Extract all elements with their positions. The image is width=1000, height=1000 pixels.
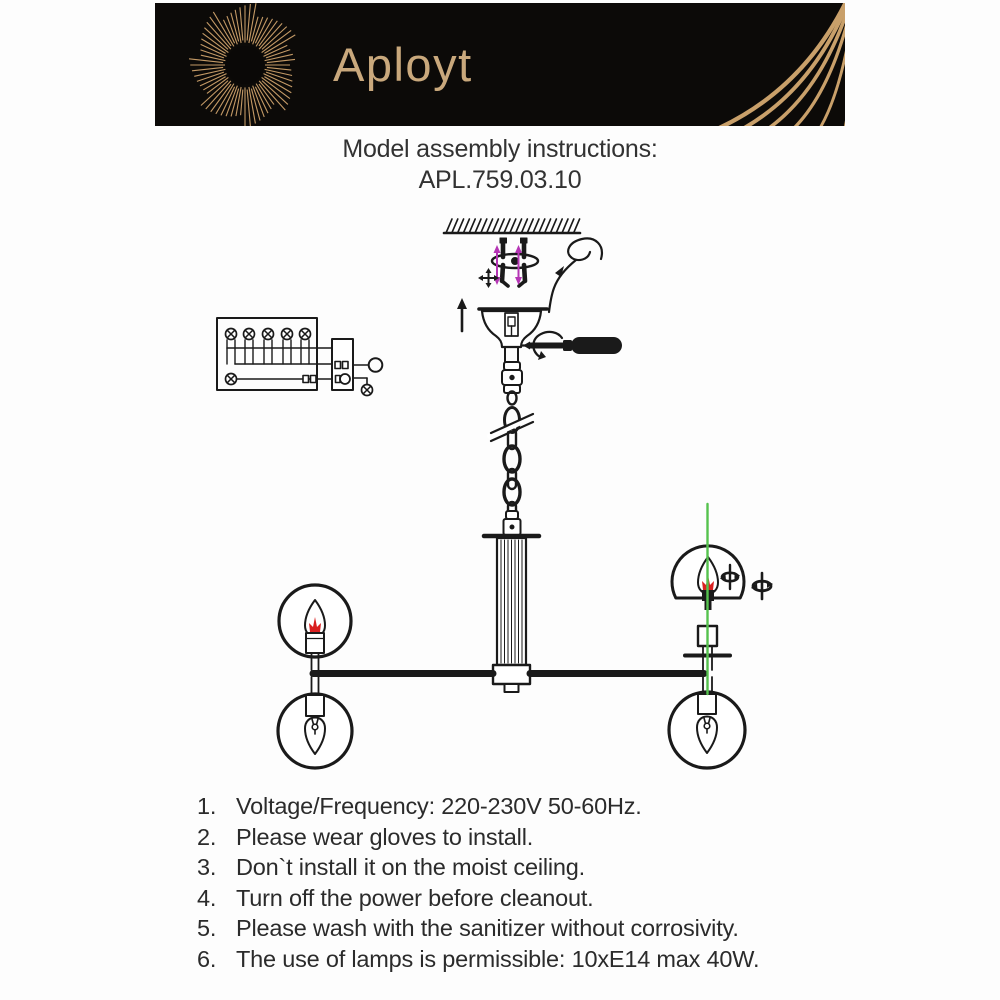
socket <box>306 695 324 716</box>
screwdriver-icon <box>522 332 622 360</box>
item-text: Please wear gloves to install. <box>236 823 534 850</box>
item-number: 3. <box>197 854 217 881</box>
item-text: Don`t install it on the moist ceiling. <box>236 854 585 881</box>
item-text: Turn off the power before cleanout. <box>236 884 594 911</box>
wiring-diagram <box>217 318 382 396</box>
adjust-cross-icon <box>478 268 499 288</box>
instruction-item <box>197 791 857 822</box>
item-number: 6. <box>197 945 217 972</box>
item-text: Please wash with the sanitizer without corrosivity. <box>236 915 739 942</box>
instruction-list <box>197 791 857 975</box>
rotate-arrow-icon <box>751 573 773 599</box>
socket <box>698 694 716 714</box>
ceiling-hatch <box>444 219 580 233</box>
lamp-legs <box>227 340 309 364</box>
page-title: Model assembly instructions: <box>342 135 658 163</box>
item-number: 2. <box>197 823 217 850</box>
central-column <box>484 536 539 692</box>
instruction-item <box>197 944 857 975</box>
mains-wires <box>549 238 602 312</box>
exploded-globe-detail <box>672 546 773 610</box>
item-text: Voltage/Frequency: 220-230V 50-60Hz. <box>236 793 642 819</box>
right-lower-lamp <box>669 692 745 768</box>
item-text: The use of lamps is permissible: 10xE14 max 40W. <box>236 945 760 972</box>
model-number: APL.759.03.10 <box>418 166 582 194</box>
length-break-symbol <box>490 414 534 441</box>
item-number: 1. <box>197 793 217 819</box>
left-upper-lamp <box>279 585 351 697</box>
instruction-item <box>197 883 857 914</box>
brand-text: Aployt <box>333 38 473 91</box>
mounting-bracket <box>478 238 538 288</box>
instruction-item <box>197 852 857 883</box>
up-arrow-icon <box>457 298 467 331</box>
left-lower-lamp <box>278 694 352 768</box>
item-number: 4. <box>197 884 217 911</box>
instruction-item <box>197 822 857 853</box>
arm-hub <box>493 665 530 684</box>
socket <box>306 633 324 653</box>
instruction-item <box>197 913 857 944</box>
insert-arrows <box>494 245 523 285</box>
item-number: 5. <box>197 915 217 942</box>
chain <box>490 362 534 535</box>
